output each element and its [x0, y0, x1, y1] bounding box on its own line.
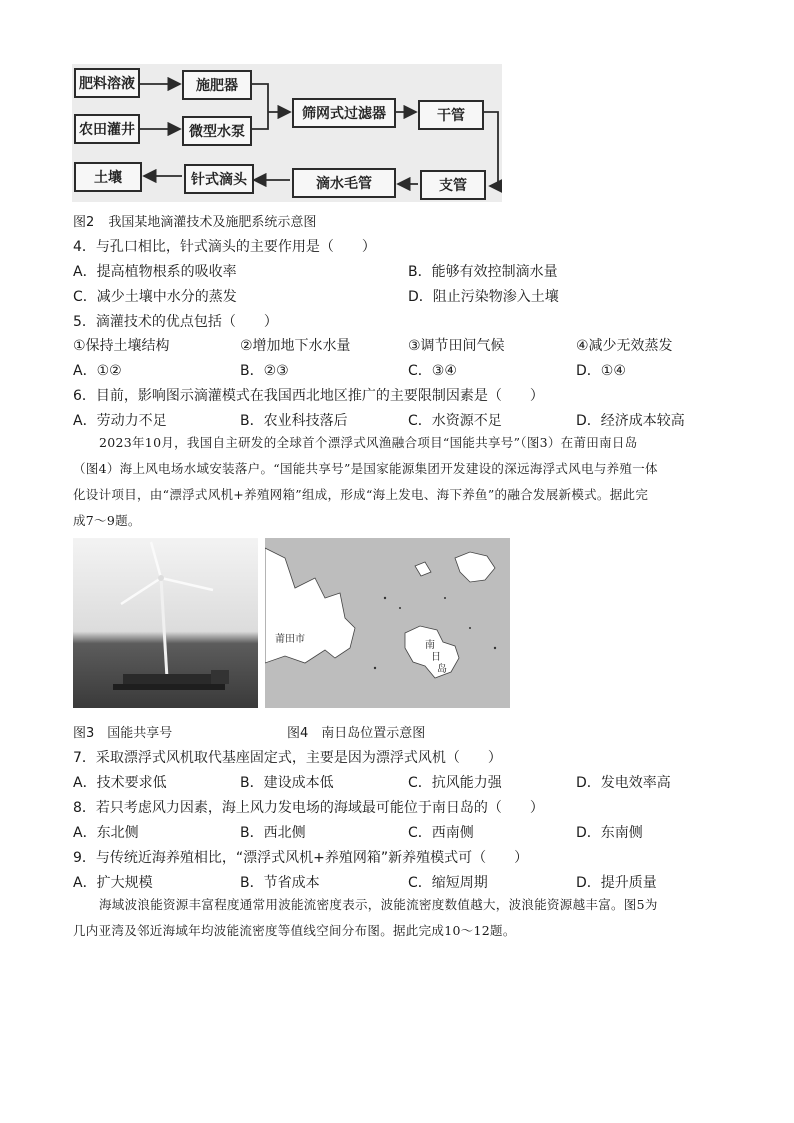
irrigation-flowchart	[72, 64, 502, 202]
q8-option-b: B．西北侧	[240, 825, 306, 841]
q6-option-d: D．经济成本较高	[576, 413, 685, 429]
q9-option-a: A．扩大规模	[73, 875, 153, 891]
q9-option-b: B．节省成本	[240, 875, 320, 891]
q6-option-c: C．水资源不足	[408, 413, 502, 429]
map-label-ri: 日	[431, 652, 441, 663]
q8-option-d: D．东南侧	[576, 825, 643, 841]
passage2-line-2: 几内亚湾及邻近海域年均波能流密度等值线空间分布图。据此完成10～12题。	[73, 923, 516, 938]
box-fertilizer-solution: 肥料溶液	[74, 68, 140, 98]
q4-option-b: B．能够有效控制滴水量	[408, 264, 558, 280]
box-needle-dripper: 针式滴头	[184, 164, 254, 194]
q8-option-c: C．西南侧	[408, 825, 474, 841]
box-branch-pipe: 支管	[420, 170, 486, 200]
q8-stem: 8．若只考虑风力因素，海上风力发电场的海域最可能位于南日岛的（ ）	[73, 800, 544, 816]
q9-stem: 9．与传统近海养殖相比，“漂浮式风机+养殖网箱”新养殖模式可（ ）	[73, 850, 529, 866]
q5-option-a: A．①②	[73, 363, 122, 379]
q7-option-a: A．技术要求低	[73, 775, 167, 791]
q4-stem: 4．与孔口相比，针式滴头的主要作用是（ ）	[73, 239, 376, 255]
q7-option-b: B．建设成本低	[240, 775, 334, 791]
figure2-title: 我国某地滴灌技术及施肥系统示意图	[108, 215, 317, 230]
q6-option-a: A．劳动力不足	[73, 413, 167, 429]
q5-statement-3: ③调节田间气候	[408, 338, 505, 354]
q5-statement-2: ②增加地下水水量	[240, 338, 351, 354]
map-label-nan: 南	[425, 640, 435, 651]
figure4-caption: 图4 南日岛位置示意图	[287, 726, 426, 741]
map-landmass-shapes	[265, 538, 510, 708]
q4-option-d: D．阻止污染物渗入土壤	[408, 289, 559, 305]
q5-statement-4: ④减少无效蒸发	[576, 338, 673, 354]
box-micro-pump: 微型水泵	[182, 116, 252, 146]
box-soil: 土壤	[74, 162, 142, 192]
q8-option-a: A．东北侧	[73, 825, 139, 841]
passage-wind-fishery	[73, 430, 723, 534]
q9-option-c: C．缩短周期	[408, 875, 488, 891]
q5-option-c: C．③④	[408, 363, 457, 379]
map-label-dao: 岛	[437, 664, 447, 675]
q7-option-c: C．抗风能力强	[408, 775, 502, 791]
q9-option-d: D．提升质量	[576, 875, 657, 891]
passage1-line-1: 2023年10月，我国自主研发的全球首个漂浮式风渔融合项目“国能共享号”（图3）在莆田南日岛	[99, 435, 638, 450]
passage1-line-3: 化设计项目，由“漂浮式风机+养殖网箱”组成，形成“海上发电、海下养鱼”的融合发展新模式。据此完	[73, 487, 649, 502]
box-screen-filter: 筛网式过滤器	[292, 98, 396, 128]
box-fertilizer-applicator: 施肥器	[182, 70, 252, 100]
figure2-caption	[73, 211, 316, 230]
map-label-putian: 莆田市	[275, 634, 305, 645]
q5-option-b: B．②③	[240, 363, 289, 379]
q4-option-c: C．减少土壤中水分的蒸发	[73, 289, 237, 305]
figure3-photo-floating-turbine	[73, 538, 258, 708]
q5-statement-1: ①保持土壤结构	[73, 338, 170, 354]
q6-stem: 6．目前，影响图示滴灌模式在我国西北地区推广的主要限制因素是（ ）	[73, 388, 544, 404]
q5-stem: 5．滴灌技术的优点包括（ ）	[73, 314, 278, 330]
passage-wave-energy	[73, 892, 723, 944]
passage1-line-2: （图4）海上风电场水域安装落户。“国能共享号”是国家能源集团开发建设的深远海浮式风电与养殖一体	[73, 461, 658, 476]
q6-option-b: B．农业科技落后	[240, 413, 348, 429]
q7-stem: 7．采取漂浮式风机取代基座固定式，主要是因为漂浮式风机（ ）	[73, 750, 502, 766]
box-farmland-well: 农田灌井	[74, 114, 140, 144]
q4-option-a: A．提高植物根系的吸收率	[73, 264, 237, 280]
q5-option-d: D．①④	[576, 363, 626, 379]
q7-option-d: D．发电效率高	[576, 775, 671, 791]
passage2-line-1: 海域波浪能资源丰富程度通常用波能流密度表示，波能流密度数值越大，波浪能资源越丰富。图5为	[99, 897, 658, 912]
figure2-number: 图2	[73, 215, 95, 230]
figure3-caption: 图3 国能共享号	[73, 726, 173, 741]
figure4-map-nanri-island	[265, 538, 510, 708]
passage1-line-4: 成7～9题。	[73, 513, 141, 528]
box-capillary-pipe: 滴水毛管	[292, 168, 396, 198]
box-main-pipe: 干管	[418, 100, 484, 130]
wind-turbine-illustration	[73, 538, 258, 708]
